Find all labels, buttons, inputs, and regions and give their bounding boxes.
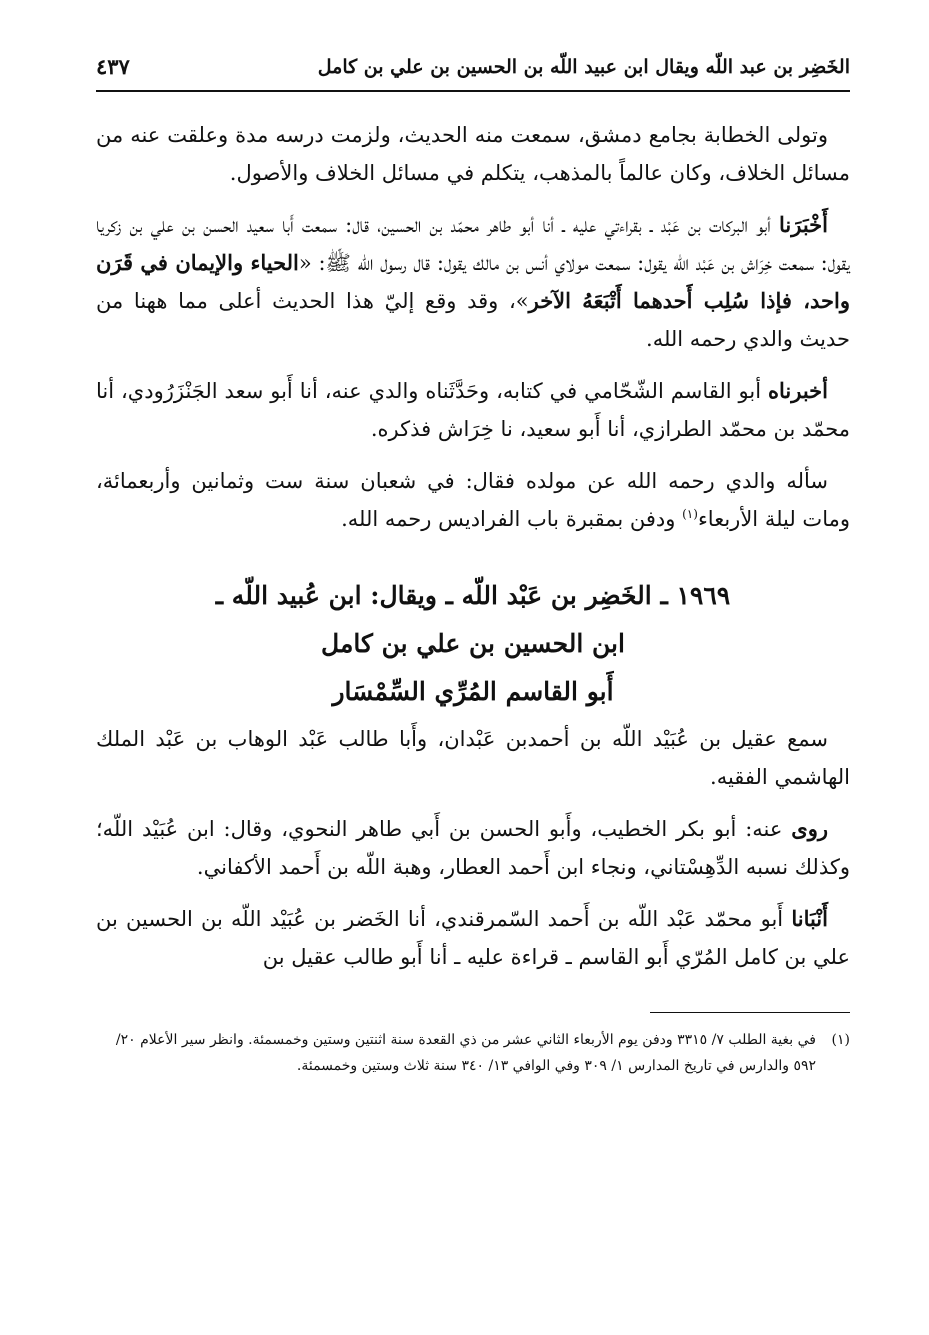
paragraph [96,462,850,538]
paragraph [96,810,850,886]
footnote [96,1027,850,1079]
paragraph [96,116,850,192]
bold-lead-word: أَخْبَرَنا [779,212,828,237]
entry-heading-line-1: ١٩٦٩ ـ الخَضِر بن عَبْد اللّه ـ ويقال: ابن عُبيد اللّه ـ [215,581,731,610]
paragraph [96,900,850,976]
paragraph [96,206,850,358]
footnote-text: في بغية الطلب ٧/ ٣٣١٥ ودفن يوم الأربعاء الثاني عشر من ذي القعدة سنة اثنتين وستين وخمسمئة. وانظر سير الأعلام ٢٠/ ٥٩٢ والدارس في تاريخ المدارس ١/ ٣٠٩ وفي الوافي ١٣/ ٣٤٠ سنة ثلاث وستين وخمسمئة. [115,1032,816,1074]
bold-lead-word: أخبرناه [768,378,828,403]
bold-lead-word: روى [791,816,828,841]
paragraph [96,720,850,796]
entry-heading-line-2: ابن الحسين بن علي بن كامل [321,629,625,658]
page-number: ٤٣٧ [96,54,130,79]
paragraph-text: سمع عقيل بن عُبَيْد اللّه بن أحمدبن عَبْدان، وأَبا طالب عَبْد الوهاب بن عَبْد الملك الهاشمي الفقيه. [96,727,850,789]
running-header [96,40,850,92]
paragraph-text: أَبو محمّد عَبْد اللّه بن أَحمد السّمرقندي، أنا الخَضر بن عُبَيْد اللّه بن الحسين بن علي بن كامل المُرّي أَبو القاسم ـ قراءة عليه ـ أنا أَبو طالب عقيل بن [96,907,850,969]
paragraph-text: أبو البركات بن عَبْد ـ بقراءتي عليه ـ أنا أبو طاهر محمّد بن الحسين، قال: سمعت أَبا سعيد الحسن بن علي بن زكريا يقول: سمعت خِرَاش بن عَبْد اللّه يقول: سمعت مولاي أنس بن مالك يقول: قال رسول الله ﷺ: « [96,213,851,275]
paragraph-text: عنه: أبو بكر الخطيب، وأَبو الحسن بن أَبي طاهر النحوي، وقال: ابن عُبَيْد اللّه؛ وكذلك نسبه الدِّهِسْتاني، ونجاء ابن أَحمد العطار، وهبة اللّه بن أَحمد الأكفاني. [96,817,850,879]
paragraph-text: سأله والدي رحمه الله عن مولده فقال: في شعبان سنة ست وثمانين وأربعمائة، ومات ليلة الأربعاء [96,469,850,531]
footnote-separator [650,1012,850,1013]
paragraphs-after-entry [96,720,850,976]
bold-lead-word: أَنْبَانا [791,906,828,931]
entry-heading-line-3: أَبو القاسم المُرِّي السِّمْسَار [332,677,614,706]
book-page [96,40,850,1300]
footnote-mark: (١) [831,1032,850,1048]
footnotes [96,1027,850,1079]
paragraph [96,372,850,448]
header-title: الخَضِر بن عبد اللّه ويقال ابن عبيد اللّه بن الحسين بن علي بن كامل [317,56,850,78]
page-body [96,116,850,976]
bold-lead-word: الحياء والإيمان في قَرَن واحد، فإذا سُلِب أَحدهما أَتْبَعَهُ الآخر [96,250,850,313]
paragraph-text: ودفن بمقبرة باب الفراديس رحمه الله. [341,507,683,531]
paragraph-text: »، وقد وقع إليّ هذا الحديث أعلى مما ههنا من حديث والدي رحمه الله. [96,289,850,351]
paragraphs-before-entry [96,116,850,538]
footnote-reference: (١) [682,507,698,521]
paragraph-text: أبو القاسم الشّحّامي في كتابه، وحَدَّثَناه والدي عنه، أنا أَبو سعد الجَنْزَرُودي، أنا محمّد بن محمّد الطرازي، أنا أَبو سعيد، نا خِرَاش فذكره. [96,379,850,441]
paragraph-text: وتولى الخطابة بجامع دمشق، سمعت منه الحديث، ولزمت درسه مدة وعلقت عنه من مسائل الخلاف، وكان عالماً بالمذهب، يتكلم في مسائل الخلاف والأصول. [96,123,850,185]
entry-heading [96,572,850,716]
